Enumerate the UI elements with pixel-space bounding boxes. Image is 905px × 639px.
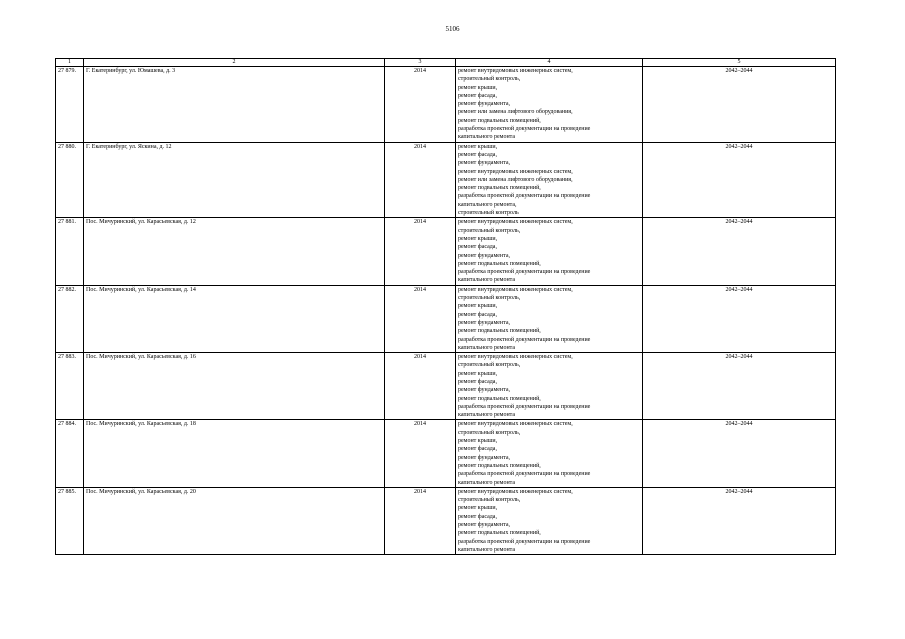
address-cell: Г. Екатеринбург, ул. Юмашева, д. 3 bbox=[84, 67, 385, 143]
period-cell: 2042–2044 bbox=[643, 218, 836, 285]
work-item: ремонт внутридомовых инженерных систем, bbox=[458, 488, 573, 495]
row-number: 27 882. bbox=[56, 285, 84, 352]
period-cell: 2042–2044 bbox=[643, 142, 836, 218]
work-item: разработка проектной документации на проведение bbox=[458, 193, 591, 200]
work-item: капитального ремонта bbox=[458, 277, 516, 284]
table-row bbox=[56, 487, 836, 554]
work-item: строительный контроль, bbox=[458, 76, 521, 83]
work-item: ремонт фундамента, bbox=[458, 387, 510, 394]
works-cell bbox=[456, 420, 643, 487]
year-cell: 2014 bbox=[385, 67, 456, 143]
address-cell: Пос. Мичуринский, ул. Карасьевская, д. 18 bbox=[84, 420, 385, 487]
work-item: ремонт внутридомовых инженерных систем, bbox=[458, 68, 573, 74]
column-header: 4 bbox=[456, 59, 643, 67]
works-cell bbox=[456, 487, 643, 554]
year-cell: 2014 bbox=[385, 487, 456, 554]
work-item: ремонт фундамента, bbox=[458, 319, 510, 326]
work-item: ремонт фасада, bbox=[458, 92, 497, 99]
work-item: ремонт подвальных помещений, bbox=[458, 462, 541, 469]
work-item: ремонт подвальных помещений, bbox=[458, 395, 541, 402]
work-item: ремонт внутридомовых инженерных систем, bbox=[458, 286, 573, 293]
address-cell: Пос. Мичуринский, ул. Карасьевская, д. 14 bbox=[84, 285, 385, 352]
work-item: строительный контроль, bbox=[458, 497, 521, 504]
work-item: ремонт фундамента, bbox=[458, 454, 510, 461]
work-item: строительный контроль, bbox=[458, 429, 521, 436]
period-cell: 2042–2044 bbox=[643, 285, 836, 352]
work-item: капитального ремонта bbox=[458, 134, 516, 141]
work-item: капитального ремонта bbox=[458, 479, 516, 486]
work-item: ремонт фасада, bbox=[458, 151, 497, 158]
table-row bbox=[56, 285, 836, 352]
work-item: ремонт крыши, bbox=[458, 143, 498, 150]
work-item: разработка проектной документации на проведение bbox=[458, 269, 591, 276]
work-item: ремонт внутридомовых инженерных систем, bbox=[458, 354, 573, 361]
address-cell: Пос. Мичуринский, ул. Карасьевская, д. 12 bbox=[84, 218, 385, 285]
year-cell: 2014 bbox=[385, 285, 456, 352]
works-cell bbox=[456, 142, 643, 218]
row-number: 27 881. bbox=[56, 218, 84, 285]
work-item: ремонт внутридомовых инженерных систем, bbox=[458, 168, 573, 175]
work-item: ремонт фундамента, bbox=[458, 252, 510, 259]
work-item: ремонт или замена лифтового оборудования, bbox=[458, 176, 573, 183]
table-row bbox=[56, 142, 836, 218]
address-cell: Г. Екатеринбург, ул. Яскина, д. 12 bbox=[84, 142, 385, 218]
work-item: разработка проектной документации на проведение bbox=[458, 538, 591, 545]
work-item: ремонт фундамента, bbox=[458, 101, 510, 108]
year-cell: 2014 bbox=[385, 420, 456, 487]
works-cell bbox=[456, 285, 643, 352]
column-header: 1 bbox=[56, 59, 84, 67]
table-header-row bbox=[56, 59, 836, 67]
period-cell: 2042–2044 bbox=[643, 420, 836, 487]
work-item: ремонт крыши, bbox=[458, 235, 498, 242]
work-item: ремонт фундамента, bbox=[458, 522, 510, 529]
year-cell: 2014 bbox=[385, 353, 456, 420]
work-item: ремонт крыши, bbox=[458, 303, 498, 310]
table-row bbox=[56, 353, 836, 420]
work-item: разработка проектной документации на проведение bbox=[458, 336, 591, 343]
work-item: ремонт подвальных помещений, bbox=[458, 530, 541, 537]
work-item: строительный контроль bbox=[458, 210, 519, 217]
register-table bbox=[55, 58, 836, 555]
address-cell: Пос. Мичуринский, ул. Карасьевская, д. 16 bbox=[84, 353, 385, 420]
work-item: ремонт крыши, bbox=[458, 84, 498, 91]
column-header: 5 bbox=[643, 59, 836, 67]
address-cell: Пос. Мичуринский, ул. Карасьевская, д. 20 bbox=[84, 487, 385, 554]
work-item: капитального ремонта bbox=[458, 344, 516, 351]
work-item: ремонт фасада, bbox=[458, 244, 497, 251]
work-item: ремонт крыши, bbox=[458, 505, 498, 512]
work-item: ремонт подвальных помещений, bbox=[458, 260, 541, 267]
work-item: ремонт внутридомовых инженерных систем, bbox=[458, 421, 573, 428]
works-cell bbox=[456, 353, 643, 420]
work-item: капитального ремонта, bbox=[458, 201, 517, 208]
work-item: ремонт подвальных помещений, bbox=[458, 185, 541, 192]
work-item: разработка проектной документации на проведение bbox=[458, 403, 591, 410]
row-number: 27 879. bbox=[56, 67, 84, 143]
row-number: 27 884. bbox=[56, 420, 84, 487]
row-number: 27 880. bbox=[56, 142, 84, 218]
work-item: разработка проектной документации на проведение bbox=[458, 471, 591, 478]
work-item: ремонт подвальных помещений, bbox=[458, 328, 541, 335]
work-item: ремонт подвальных помещений, bbox=[458, 117, 541, 124]
table-row bbox=[56, 218, 836, 285]
work-item: ремонт фундамента, bbox=[458, 160, 510, 167]
work-item: ремонт фасада, bbox=[458, 513, 497, 520]
page-number: 5106 bbox=[445, 25, 460, 33]
column-header: 3 bbox=[385, 59, 456, 67]
work-item: капитального ремонта bbox=[458, 546, 516, 553]
work-item: ремонт крыши, bbox=[458, 438, 498, 445]
row-number: 27 885. bbox=[56, 487, 84, 554]
works-cell bbox=[456, 67, 643, 143]
work-item: ремонт фасада, bbox=[458, 311, 497, 318]
work-item: ремонт фасада, bbox=[458, 446, 497, 453]
period-cell: 2042–2044 bbox=[643, 487, 836, 554]
work-item: строительный контроль, bbox=[458, 227, 521, 234]
table-row bbox=[56, 67, 836, 143]
work-item: строительный контроль, bbox=[458, 362, 521, 369]
work-item: ремонт внутридомовых инженерных систем, bbox=[458, 219, 573, 226]
work-item: ремонт фасада, bbox=[458, 378, 497, 385]
work-item: ремонт крыши, bbox=[458, 370, 498, 377]
work-item: ремонт или замена лифтового оборудования, bbox=[458, 109, 573, 116]
works-cell bbox=[456, 218, 643, 285]
table-row bbox=[56, 420, 836, 487]
work-item: капитального ремонта bbox=[458, 412, 516, 419]
row-number: 27 883. bbox=[56, 353, 84, 420]
period-cell: 2042–2044 bbox=[643, 67, 836, 143]
work-item: строительный контроль, bbox=[458, 295, 521, 302]
year-cell: 2014 bbox=[385, 142, 456, 218]
column-header: 2 bbox=[84, 59, 385, 67]
year-cell: 2014 bbox=[385, 218, 456, 285]
period-cell: 2042–2044 bbox=[643, 353, 836, 420]
work-item: разработка проектной документации на проведение bbox=[458, 126, 591, 133]
